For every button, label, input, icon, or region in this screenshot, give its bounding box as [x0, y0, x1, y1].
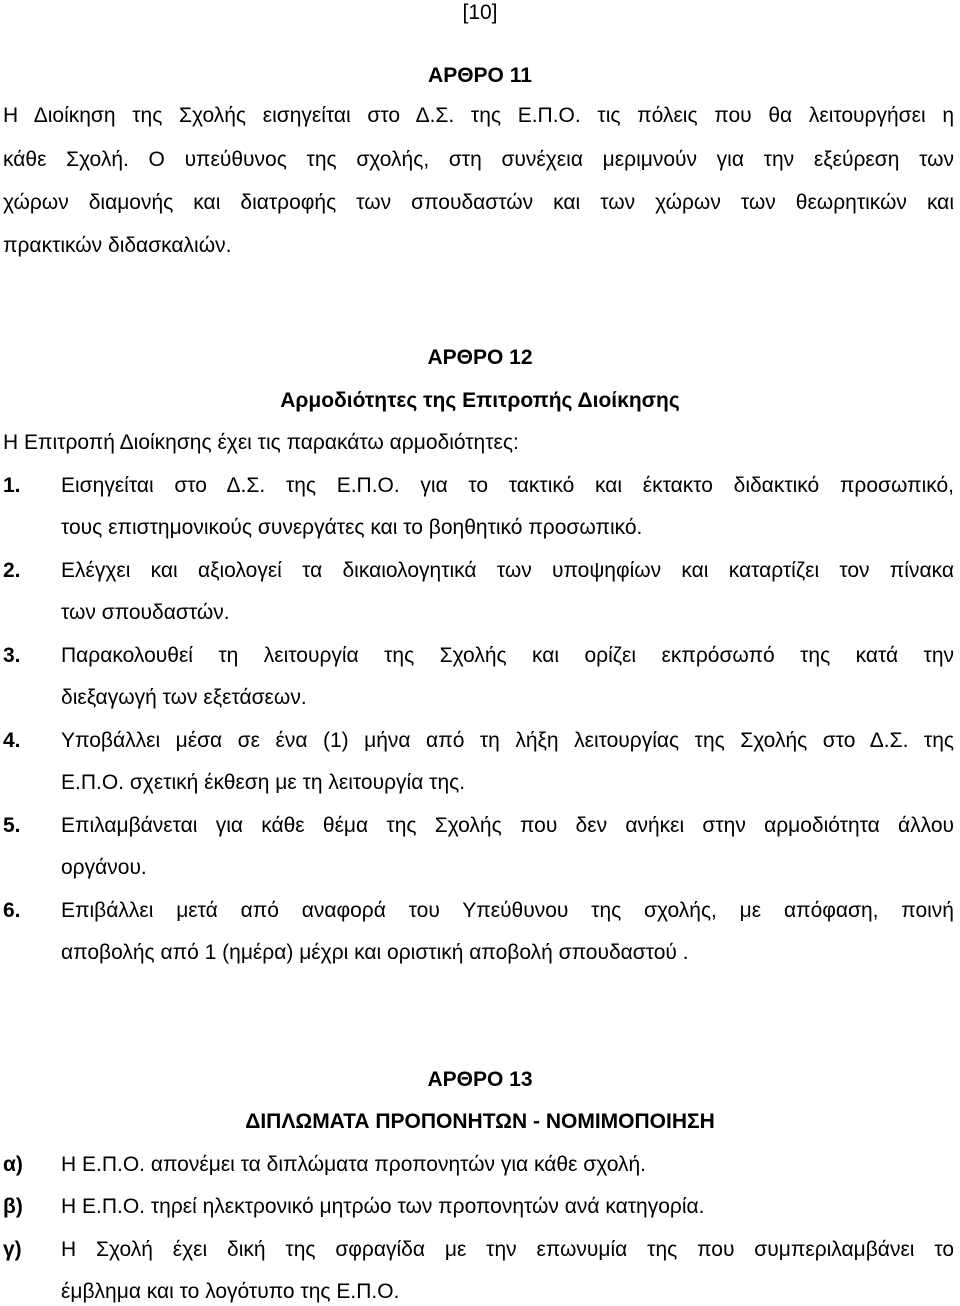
article-12-heading: ΑΡΘΡΟ 12	[427, 346, 533, 369]
article-12-intro: Η Επιτροπή Διοίκησης έχει τις παρακάτω αρμοδιότητες:	[3, 431, 519, 454]
list-item-text: Παρακολουθεί τη λειτουργία της Σχολής και ορίζει εκπρόσωπό της κατά την	[61, 644, 954, 667]
article-11-line: κάθε Σχολή. Ο υπεύθυνος της σχολής, στη συνέχεια μεριμνούν για την εξεύρεση των	[3, 148, 954, 171]
list-item-text: Επιβάλλει μετά από αναφορά του Υπεύθυνου της σχολής, με απόφαση, ποινή	[61, 899, 954, 922]
list-item-text: οργάνου.	[61, 856, 147, 879]
list-item-text: Ε.Π.Ο. σχετική έκθεση με τη λειτουργία της.	[61, 771, 466, 794]
list-item-number: 1.	[3, 474, 21, 497]
list-item-text: Ελέγχει και αξιολογεί τα δικαιολογητικά των υποψηφίων και καταρτίζει τον πίνακα	[61, 559, 954, 582]
list-item-text: Η Ε.Π.Ο. απονέμει τα διπλώματα προπονητών για κάθε σχολή.	[61, 1153, 646, 1176]
article-11-heading: ΑΡΘΡΟ 11	[428, 64, 532, 87]
list-item-number: 6.	[3, 899, 21, 922]
list-item-letter: β)	[3, 1195, 23, 1218]
list-item-number: 2.	[3, 559, 21, 582]
list-item-text: των σπουδαστών.	[61, 601, 230, 624]
list-item-text: Υποβάλλει μέσα σε ένα (1) μήνα από τη λήξη λειτουργίας της Σχολής στο Δ.Σ. της	[61, 729, 954, 752]
list-item-number: 3.	[3, 644, 21, 667]
article-13-subheading: ΔΙΠΛΩΜΑΤΑ ΠΡΟΠΟΝΗΤΩΝ - ΝΟΜΙΜΟΠΟΙΗΣΗ	[245, 1110, 715, 1133]
list-item-letter: γ)	[3, 1238, 22, 1261]
list-item-letter: α)	[3, 1153, 23, 1176]
article-11-line: χώρων διαμονής και διατροφής των σπουδαστών και των χώρων των θεωρητικών και	[3, 191, 954, 214]
list-item-text: Επιλαμβάνεται για κάθε θέμα της Σχολής που δεν ανήκει στην αρμοδιότητα άλλου	[61, 814, 954, 837]
list-item-number: 4.	[3, 729, 21, 752]
page-number: [10]	[462, 1, 498, 24]
list-item-text: τους επιστημονικούς συνεργάτες και το βοηθητικό προσωπικό.	[61, 516, 643, 539]
list-item-number: 5.	[3, 814, 21, 837]
list-item-text: Η Σχολή έχει δική της σφραγίδα με την επωνυμία της που συμπεριλαμβάνει το	[61, 1238, 954, 1261]
article-12-subheading: Αρμοδιότητες της Επιτροπής Διοίκησης	[280, 389, 680, 412]
list-item-text: Η Ε.Π.Ο. τηρεί ηλεκτρονικό μητρώο των προπονητών ανά κατηγορία.	[61, 1195, 705, 1218]
list-item-text: Εισηγείται στο Δ.Σ. της Ε.Π.Ο. για το τακτικό και έκτακτο διδακτικό προσωπικό,	[61, 474, 954, 497]
article-11-line: Η Διοίκηση της Σχολής εισηγείται στο Δ.Σ. της Ε.Π.Ο. τις πόλεις που θα λειτουργήσει η	[3, 104, 954, 127]
list-item-text: αποβολής από 1 (ημέρα) μέχρι και οριστική αποβολή σπουδαστού .	[61, 941, 689, 964]
article-13-heading: ΑΡΘΡΟ 13	[427, 1068, 533, 1091]
list-item-text: διεξαγωγή των εξετάσεων.	[61, 686, 307, 709]
article-11-line: πρακτικών διδασκαλιών.	[3, 234, 232, 257]
list-item-text: έμβλημα και το λογότυπο της Ε.Π.Ο.	[61, 1280, 400, 1303]
